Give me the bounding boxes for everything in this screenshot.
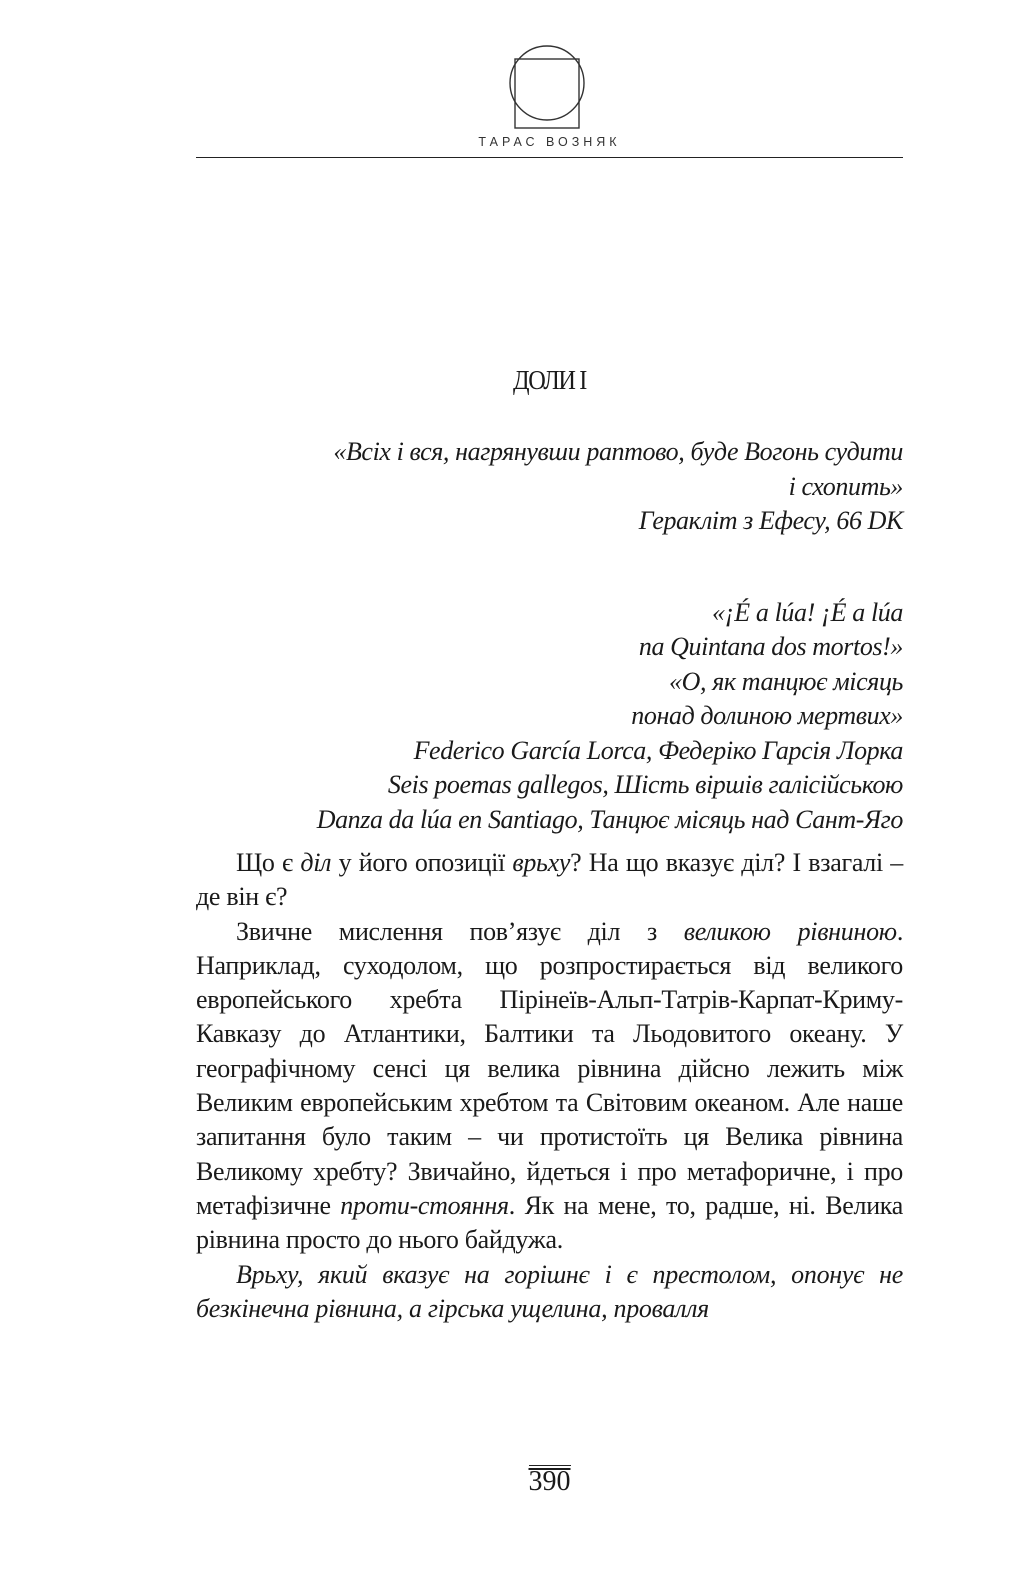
emphasis-proty-stoiannia: проти-стояння — [340, 1190, 509, 1220]
emphasis-paragraph-3: Врьху, який вказує на горішнє і є престолом, опонує не безкінечна рівнина, а гірська ущелина, провалля — [196, 1259, 903, 1323]
circle-square-emblem-icon — [509, 44, 585, 130]
emphasis-vrkhu: врьху — [512, 848, 571, 877]
epigraph-lorca-attribution-collection: Seis poemas gallegos, Шість віршів галісійською — [387, 770, 903, 799]
emphasis-dil: діл — [300, 848, 332, 877]
paragraph-text: Що є — [236, 848, 301, 877]
page-number — [196, 1466, 903, 1498]
paragraph-3 — [196, 1258, 903, 1327]
paragraph-text: Звичне мислення пов’язує діл з — [236, 916, 684, 946]
chapter-title: ДОЛИ I — [512, 365, 587, 395]
epigraph-lorca-line: «¡É a lúa! ¡É a lúa — [711, 597, 903, 627]
running-head: ТАРАС ВОЗНЯК — [478, 135, 621, 149]
emphasis-velyka-rivnyna: великою рівниною — [683, 916, 897, 946]
epigraph-lorca-attribution-author: Federico García Lorca, Федеріко Гарсія Лорка — [413, 735, 903, 765]
page-number-text: 390 — [528, 1466, 571, 1497]
paragraph-2 — [196, 915, 903, 1258]
epigraph-lorca-line: na Quintana dos mortos!» — [638, 632, 903, 661]
epigraphs — [196, 435, 903, 837]
paragraph-text: . Як на мене, то, радше, ні. Велика рівнина просто до нього байдужа. — [196, 1190, 903, 1255]
epigraph-heraclitus-line: і схопить» — [788, 471, 903, 501]
epigraph-heraclitus-attribution: Геракліт з Ефесу, 66 DK — [638, 506, 903, 535]
body-text — [196, 846, 903, 1326]
epigraph-lorca-translation-line: понад долиною мертвих» — [631, 701, 903, 730]
epigraph-lorca-translation-line: «О, як танцює місяць — [669, 666, 903, 696]
header-rule — [196, 157, 903, 158]
paragraph-text: . Наприклад, суходолом, що розпростирається від великого европейського хребта Пірінеїв-Альп-Татрів-Карпат-Криму-Кавказу до Атлантики, Балтики та Льодовитого океану. У географічному сенсі ця велика рівнина дійсно лежить між Великим европейським хребтом та Світовим океаном. Але наше запитання було таким – чи протистоїть ця Велика рівнина Великому хребту? Звичайно, йдеться і про метафоричне, і про метафізичне — [196, 916, 904, 1220]
epigraph-spacer — [196, 539, 903, 596]
paragraph-1 — [196, 846, 903, 915]
paragraph-text: у його опозиції — [331, 848, 513, 877]
paragraph-text: ? На що вказує діл? І взагалі – де він є? — [196, 848, 904, 912]
epigraph-heraclitus-line: «Всіх і вся, нагрянувши раптово, буде Вогонь судити — [333, 437, 903, 466]
epigraph-lorca-attribution-poem: Danza da lúa en Santiago, Танцює місяць над Сант-Яго — [316, 804, 903, 834]
